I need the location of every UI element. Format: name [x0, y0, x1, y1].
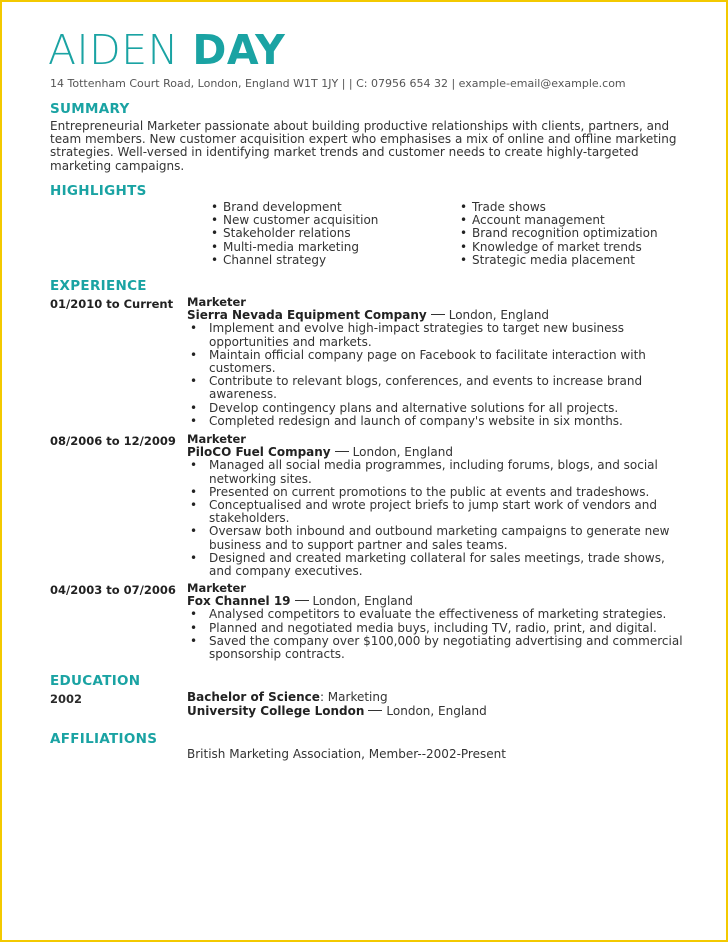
- job-bullet: • Maintain official company page on Facebook to facilitate interaction with customers.: [187, 349, 687, 375]
- degree-field: Marketing: [327, 690, 388, 704]
- job-bullets: [187, 608, 687, 661]
- company-name: PiloCO Fuel Company: [187, 445, 331, 460]
- dash-separator: [368, 710, 382, 711]
- job-dates: 08/2006 to 12/2009: [50, 434, 176, 448]
- highlight-item: • Brand development: [223, 201, 378, 214]
- highlight-item: • Trade shows: [472, 201, 658, 214]
- job-bullet: • Saved the company over $100,000 by negotiating advertising and commercial sponsorship contracts.: [187, 635, 687, 661]
- dash-separator: [295, 600, 309, 601]
- job-bullet: • Designed and created marketing collateral for sales meetings, trade shows, and company executives.: [187, 552, 687, 578]
- highlight-item: • Knowledge of market trends: [472, 241, 658, 254]
- job-entry: [187, 433, 687, 578]
- degree-colon: :: [319, 690, 328, 704]
- job-bullet: • Develop contingency plans and alternative solutions for all projects.: [187, 402, 687, 415]
- contact-line: 14 Tottenham Court Road, London, England W1T 1JY | | C: 07956 654 32 | example-email@example.com: [50, 77, 626, 90]
- highlight-item: • Stakeholder relations: [223, 227, 378, 240]
- job-bullets: [187, 322, 687, 428]
- dash-separator: [335, 451, 349, 452]
- company-name: Fox Channel 19: [187, 594, 291, 609]
- job-location: London, England: [312, 594, 413, 609]
- job-title: Marketer: [187, 432, 246, 446]
- job-bullets: [187, 459, 687, 578]
- job-bullet: • Planned and negotiated media buys, including TV, radio, print, and digital.: [187, 622, 687, 635]
- highlights-right-list: [472, 201, 658, 267]
- summary-text: Entrepreneurial Marketer passionate about building productive relationships with clients, partners, and team members. New customer acquisition expert who emphasises a mix of online and offline marketing strategies. Well-versed in identifying market trends and customer needs to create highly-targeted marketing campaigns.: [50, 119, 677, 173]
- job-dates: 04/2003 to 07/2006: [50, 583, 176, 597]
- summary-heading: SUMMARY: [50, 101, 130, 117]
- highlight-item: • Account management: [472, 214, 658, 227]
- company-name: Sierra Nevada Equipment Company: [187, 308, 427, 323]
- affiliations-text: British Marketing Association, Member--2002-Present: [187, 747, 506, 761]
- education-year: 2002: [50, 692, 83, 706]
- highlight-item: • Strategic media placement: [472, 254, 658, 267]
- highlight-item: • Brand recognition optimization: [472, 227, 658, 240]
- job-location: London, England: [352, 445, 453, 460]
- affiliations-heading: AFFILIATIONS: [50, 731, 158, 747]
- highlights-left-list: [223, 201, 378, 267]
- degree: Bachelor of Science: [187, 690, 320, 704]
- job-dates: 01/2010 to Current: [50, 297, 174, 311]
- school-name: University College London: [187, 703, 365, 718]
- job-bullet: • Implement and evolve high-impact strategies to target new business opportunities and markets.: [187, 322, 687, 348]
- last-name: DAY: [192, 26, 286, 74]
- dash-separator: [431, 314, 445, 315]
- experience-heading: EXPERIENCE: [50, 278, 147, 294]
- job-bullet: • Oversaw both inbound and outbound marketing campaigns to generate new business and to support partner and sales teams.: [187, 525, 687, 551]
- highlight-item: • Multi-media marketing: [223, 241, 378, 254]
- job-entry: [187, 582, 687, 661]
- highlight-item: • New customer acquisition: [223, 214, 378, 227]
- highlights-heading: HIGHLIGHTS: [50, 183, 147, 199]
- highlight-item: • Channel strategy: [223, 254, 378, 267]
- job-bullet: • Analysed competitors to evaluate the effectiveness of marketing strategies.: [187, 608, 687, 621]
- education-entry: [187, 691, 487, 718]
- school-location: London, England: [386, 703, 487, 718]
- education-heading: EDUCATION: [50, 673, 141, 689]
- job-title: Marketer: [187, 581, 246, 595]
- job-bullet: • Contribute to relevant blogs, conferences, and events to increase brand awareness.: [187, 375, 687, 401]
- job-bullet: • Conceptualised and wrote project briefs to jump start work of vendors and stakeholders.: [187, 499, 687, 525]
- job-title: Marketer: [187, 295, 246, 309]
- job-bullet: • Managed all social media programmes, including forums, blogs, and social networking sites.: [187, 459, 687, 485]
- candidate-name: [48, 26, 286, 74]
- first-name: AIDEN: [48, 26, 179, 74]
- job-entry: [187, 296, 687, 428]
- job-location: London, England: [448, 308, 550, 323]
- job-bullet: • Completed redesign and launch of company's website in six months.: [187, 415, 687, 428]
- job-bullet: • Presented on current promotions to the public at events and tradeshows.: [187, 486, 687, 499]
